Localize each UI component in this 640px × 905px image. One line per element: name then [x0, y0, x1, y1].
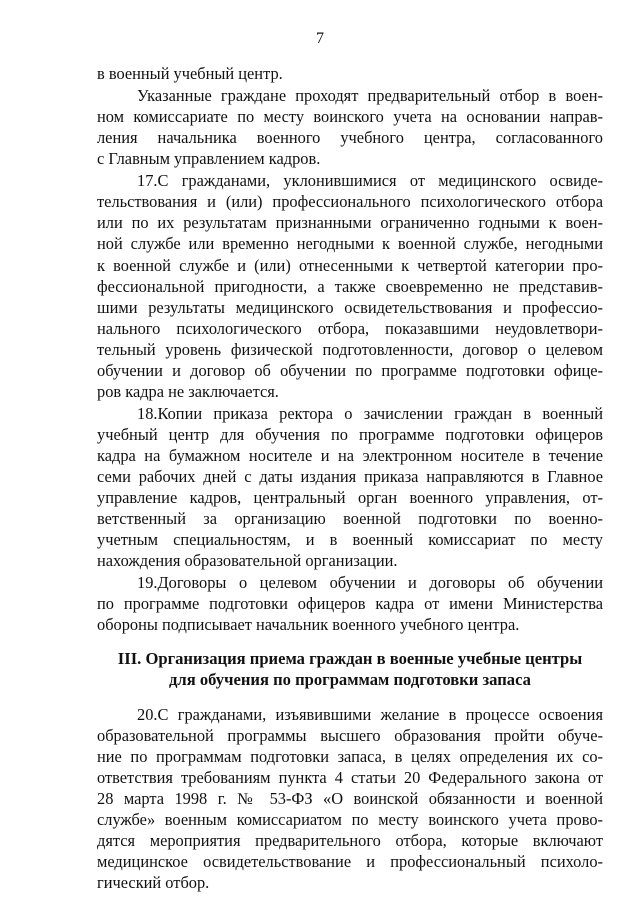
- text-line: 18.Копии приказа ректора о зачислении граждан в военный: [137, 404, 603, 423]
- text-line: по программе подготовки офицеров кадра от имени Министерства: [97, 594, 603, 613]
- text-line: учебный центр для обучения по программе подготовки офицеров: [97, 425, 603, 444]
- text-line: службе» военным комиссариатом по месту воинского учета прово-: [97, 810, 603, 829]
- text-line: Указанные граждане проходят предварительный отбор в воен-: [137, 86, 603, 105]
- section-heading: для обучения по программам подготовки запаса: [169, 670, 531, 689]
- text-line: кадра на бумажном носителе и на электронном носителе в течение: [97, 446, 603, 465]
- text-line: образовательной программы высшего образования пройти обуче-: [97, 726, 603, 745]
- text-line: ном комиссариате по месту воинского учета на основании направ-: [97, 107, 603, 126]
- text-line: обучении и договор об обучении по программе подготовки офице-: [97, 361, 603, 380]
- text-line: гический отбор.: [97, 873, 210, 892]
- page-number: 7: [316, 30, 324, 47]
- text-line: ответствия требованиям пункта 4 статьи 20 Федерального закона от: [97, 768, 603, 787]
- text-line: семи рабочих дней с даты издания приказа направляются в Главное: [97, 467, 603, 486]
- text-line: тельствования и (или) профессионального психологического отбора: [97, 192, 603, 211]
- text-line: шими результаты медицинского освидетельствования и профессио-: [97, 298, 603, 317]
- text-line: медицинское освидетельствование и профессиональный психоло-: [97, 852, 603, 871]
- text-line: 19.Договоры о целевом обучении и договоры об обучении: [137, 573, 603, 592]
- text-line: учетным специальностям, и в военный комиссариат по месту: [97, 530, 603, 549]
- text-line: управление кадров, центральный орган военного управления, от-: [97, 488, 603, 507]
- text-line: или по их результатам признанными ограниченно годными к воен-: [97, 213, 603, 232]
- text-line: обороны подписывает начальник военного учебного центра.: [97, 615, 520, 634]
- text-line: ной службе или временно негодными к военной службе, негодными: [97, 234, 603, 253]
- text-line: 28 марта 1998 г. № 53-ФЗ «О воинской обязанности и военной: [97, 789, 603, 808]
- text-line: 17.С гражданами, уклонившимися от медицинского освиде-: [137, 171, 603, 190]
- text-line: в военный учебный центр.: [97, 64, 283, 83]
- text-line: ления начальника военного учебного центра, согласованного: [97, 128, 603, 147]
- text-line: дятся мероприятия предварительного отбора, которые включают: [97, 831, 603, 850]
- text-line: ние по программам подготовки запаса, в целях определения их со-: [97, 747, 603, 766]
- text-line: 20.С гражданами, изъявившими желание в процессе освоения: [137, 705, 603, 724]
- text-line: ветственный за организацию военной подготовки по военно-: [97, 509, 603, 528]
- text-line: нахождения образовательной организации.: [97, 551, 398, 570]
- text-line: тельный уровень физической подготовленности, договор о целевом: [97, 340, 603, 359]
- text-line: фессиональной пригодности, а также своевременно не представив-: [97, 277, 603, 296]
- text-line: к военной службе и (или) отнесенными к четвертой категории про-: [97, 256, 603, 275]
- text-line: с Главным управлением кадров.: [97, 149, 321, 168]
- section-heading: III. Организация приема граждан в военные учебные центры: [117, 649, 583, 668]
- text-line: нального психологического отбора, показавшими неудовлетвори-: [97, 319, 603, 338]
- text-line: ров кадра не заключается.: [97, 382, 279, 401]
